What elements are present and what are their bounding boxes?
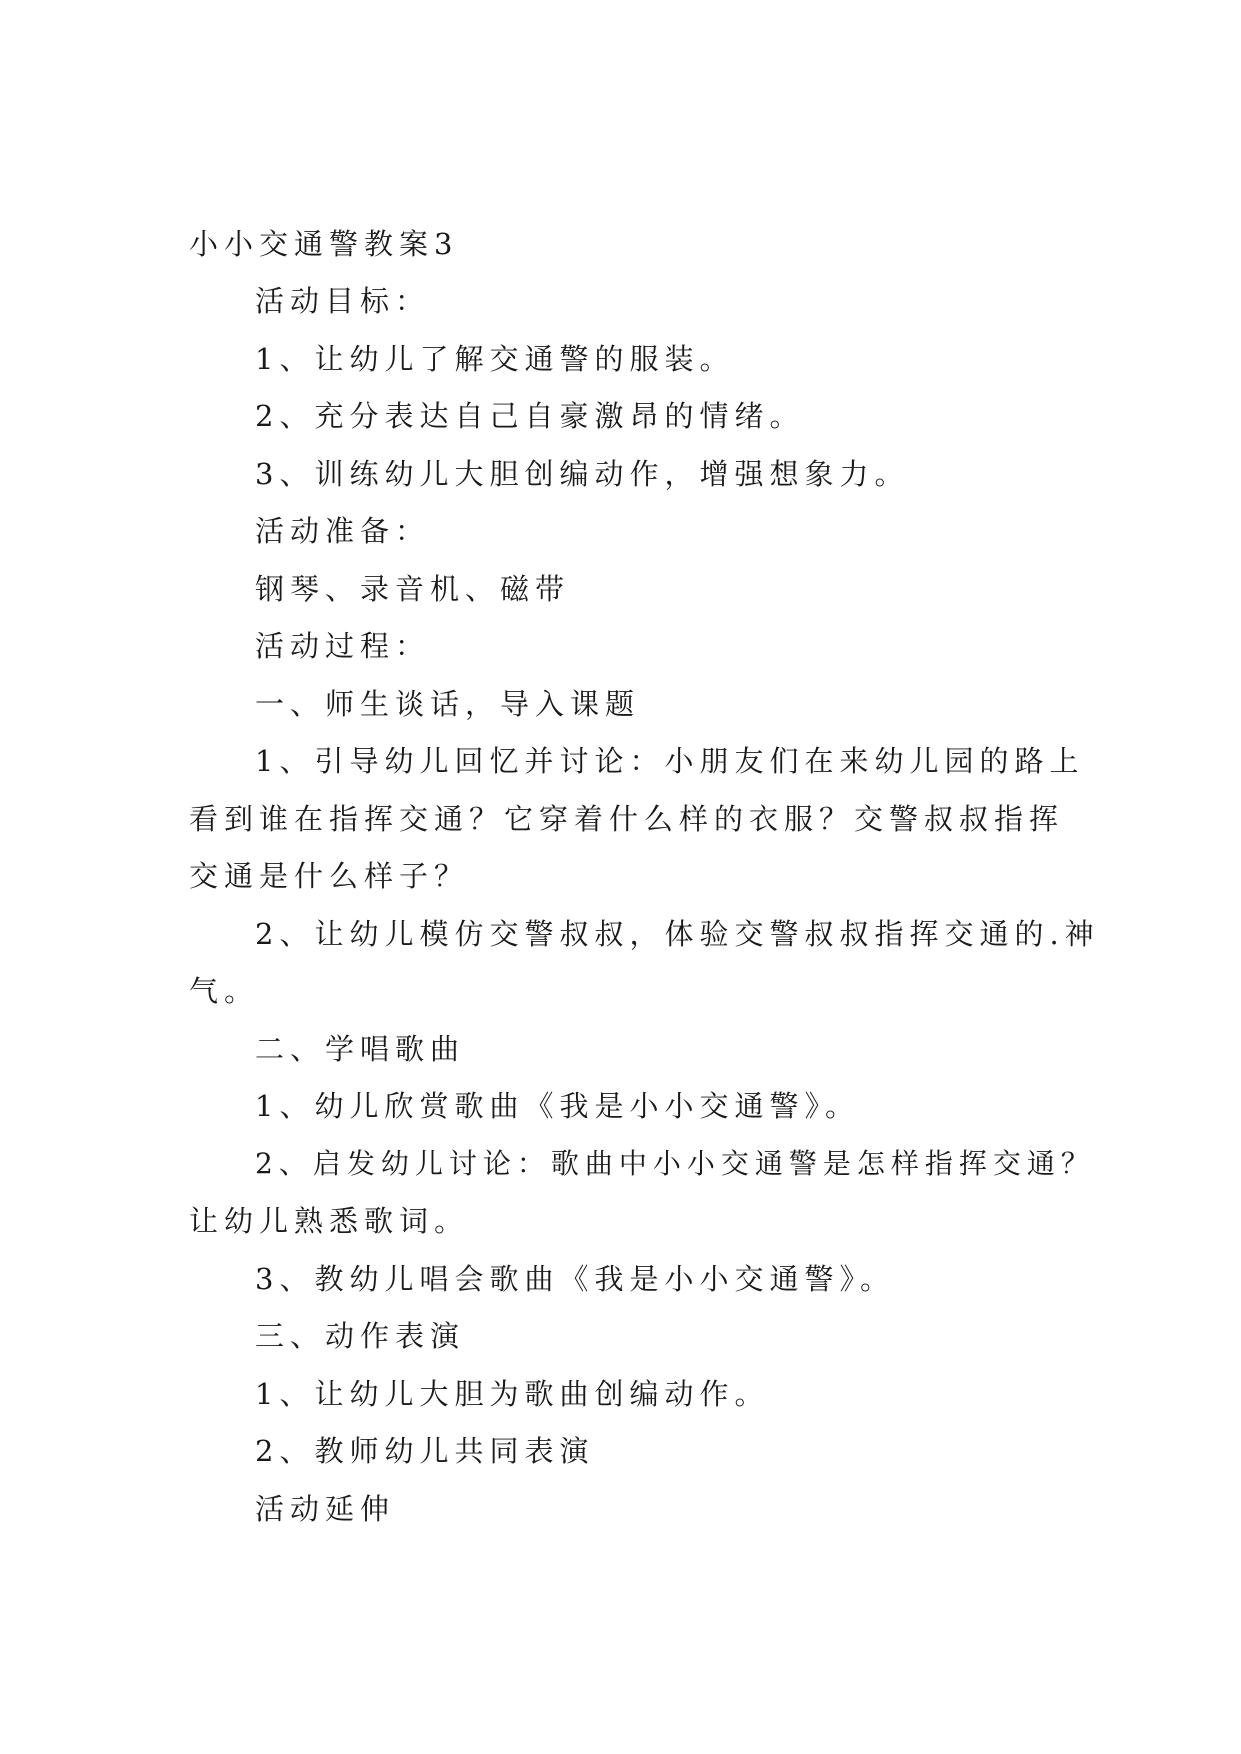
text-line: 让幼儿熟悉歌词。 [189, 1204, 470, 1238]
text-line: 2、让幼儿模仿交警叔叔，体验交警叔叔指挥交通的.神 [255, 917, 1100, 951]
text-line: 交通是什么样子？ [189, 859, 470, 893]
text-line: 2、教师幼儿共同表演 [255, 1434, 595, 1468]
text-line: 活动目标： [255, 284, 431, 318]
document-title: 小小交通警教案3 [189, 227, 459, 261]
text-line: 2、充分表达自己自豪激昂的情绪。 [255, 399, 805, 433]
text-line: 1、让幼儿大胆为歌曲创编动作。 [255, 1377, 770, 1411]
text-line: 1、引导幼儿回忆并讨论：小朋友们在来幼儿园的路上 [255, 744, 1085, 778]
text-line: 钢琴、录音机、磁带 [255, 572, 571, 606]
text-line: 活动过程： [255, 629, 431, 663]
text-line: 1、让幼儿了解交通警的服装。 [255, 342, 735, 376]
text-line: 活动准备： [255, 514, 431, 548]
text-line: 一、师生谈话，导入课题 [255, 687, 641, 721]
text-line: 气。 [189, 974, 260, 1008]
text-line: 3、训练幼儿大胆创编动作，增强想象力。 [255, 457, 910, 491]
text-line: 3、教幼儿唱会歌曲《我是小小交通警》。 [255, 1262, 895, 1296]
text-line: 活动延伸 [255, 1492, 396, 1526]
text-line: 二、学唱歌曲 [255, 1032, 466, 1066]
text-line: 1、幼儿欣赏歌曲《我是小小交通警》。 [255, 1089, 860, 1123]
text-line: 2、启发幼儿讨论：歌曲中小小交通警是怎样指挥交通？ [255, 1147, 1095, 1180]
text-line: 看到谁在指挥交通？它穿着什么样的衣服？交警叔叔指挥 [189, 802, 1065, 836]
text-line: 三、动作表演 [255, 1319, 466, 1353]
